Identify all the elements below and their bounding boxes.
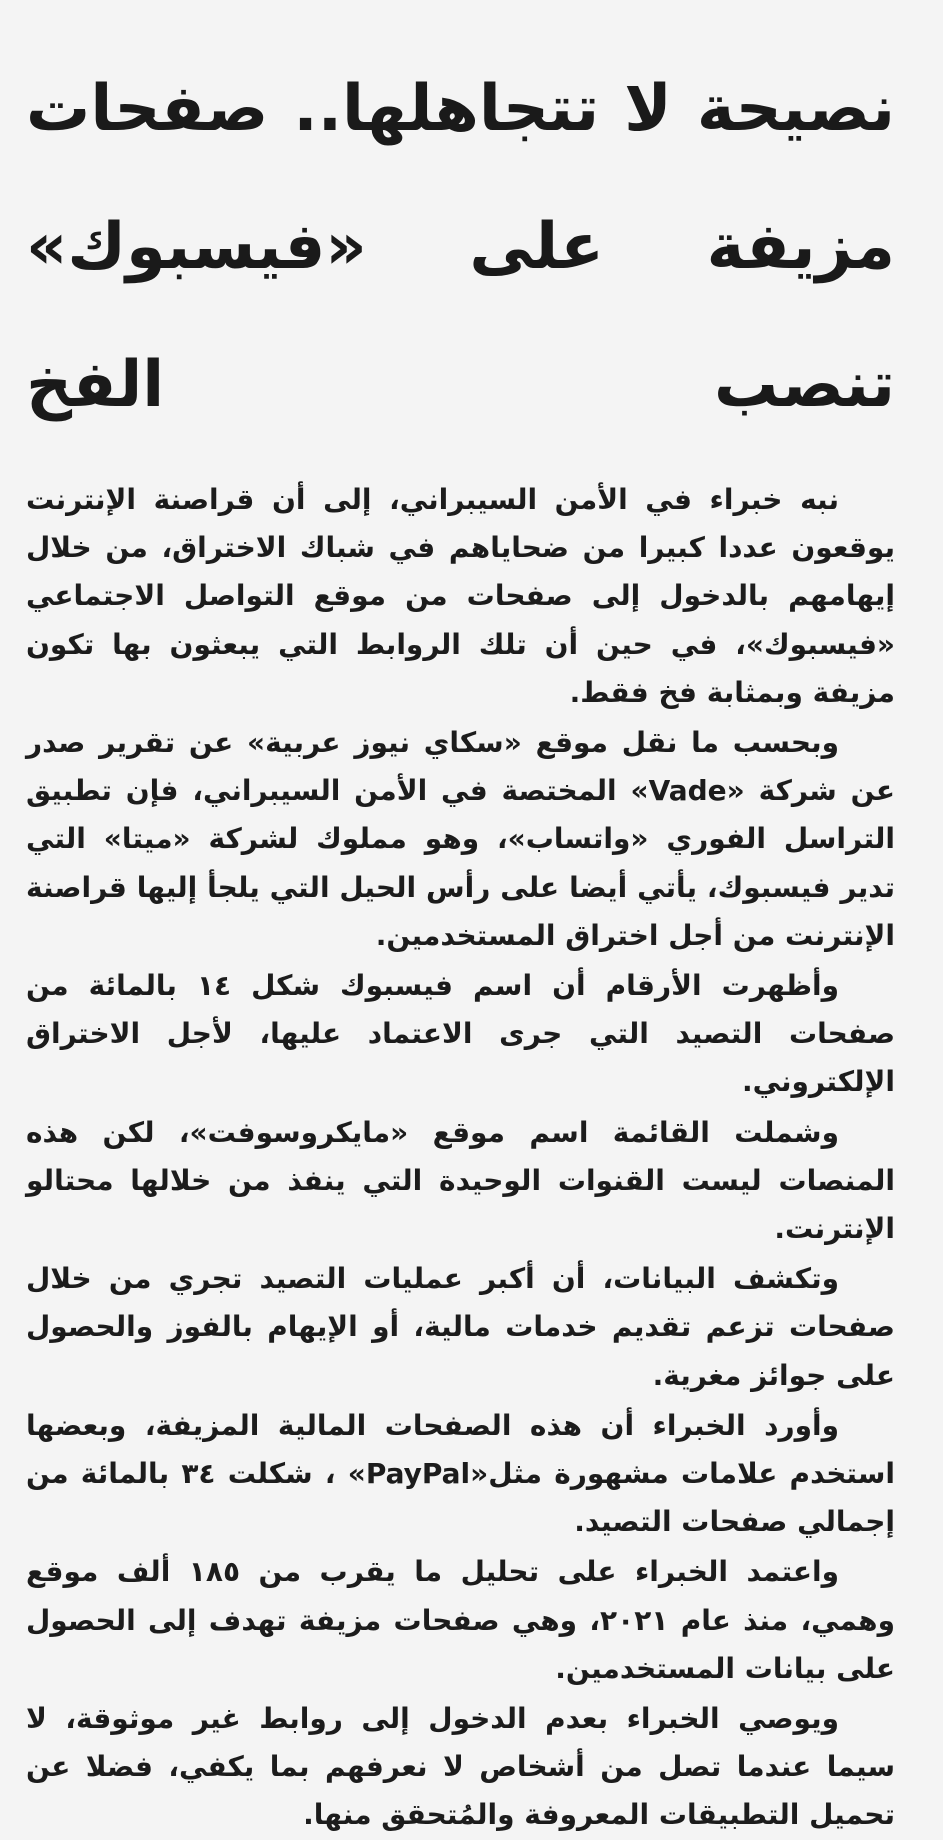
article-paragraph: واعتمد الخبراء على تحليل ما يقرب من ١٨٥ ألف موقع وهمي، منذ عام ٢٠٢١، وهي صفحات مزيفة تهدف إلى الحصول على بيانات المستخدمين. <box>26 1555 895 1685</box>
headline-line-1: نصيحة لا تتجاهلها.. صفحات <box>26 72 895 146</box>
article-body <box>26 476 895 1840</box>
article-paragraph: ويوصي الخبراء بعدم الدخول إلى روابط غير موثوقة، لا سيما عندما تصل من أشخاص لا نعرفهم بما يكفي، فضلا عن تحميل التطبيقات المعروفة والمُتحقق منها. <box>26 1702 895 1832</box>
article-paragraph: نبه خبراء في الأمن السيبراني، إلى أن قراصنة الإنترنت يوقعون عددا كبيرا من ضحاياهم في شباك الاختراق، من خلال إيهامهم بالدخول إلى صفحات من موقع التواصل الاجتماعي «فيسبوك»، في حين أن تلك الروابط التي يبعثون بها تكون مزيفة وبمثابة فخ فقط. <box>26 483 895 709</box>
headline-line-2: مزيفة على «فيسبوك» تنصب الفخ <box>26 210 895 422</box>
article-paragraph: وتكشف البيانات، أن أكبر عمليات التصيد تجري من خلال صفحات تزعم تقديم خدمات مالية، أو الإيهام بالفوز والحصول على جوائز مغرية. <box>26 1262 895 1392</box>
article-headline <box>26 40 895 454</box>
article-paragraph: وأظهرت الأرقام أن اسم فيسبوك شكل ١٤ بالمائة من صفحات التصيد التي جرى الاعتماد عليها، لأجل الاختراق الإلكتروني. <box>26 969 895 1099</box>
article-paragraph: وأورد الخبراء أن هذه الصفحات المالية المزيفة، وبعضها استخدم علامات مشهورة مثل«PayPal» ، شكلت ٣٤ بالمائة من إجمالي صفحات التصيد. <box>26 1408 895 1539</box>
article-paragraph: وشملت القائمة اسم موقع «مايكروسوفت»، لكن هذه المنصات ليست القنوات الوحيدة التي ينفذ من خلالها محتالو الإنترنت. <box>26 1115 895 1246</box>
article-paragraph: وبحسب ما نقل موقع «سكاي نيوز عربية» عن تقرير صدر عن شركة «Vade» المختصة في الأمن السيبراني، فإن تطبيق التراسل الفوري «واتساب»، وهو مملوك لشركة «ميتا» التي تدير فيسبوك، يأتي أيضا على رأس الحيل التي يلجأ إليها قراصنة الإنترنت من أجل اختراق المستخدمين. <box>26 726 895 952</box>
